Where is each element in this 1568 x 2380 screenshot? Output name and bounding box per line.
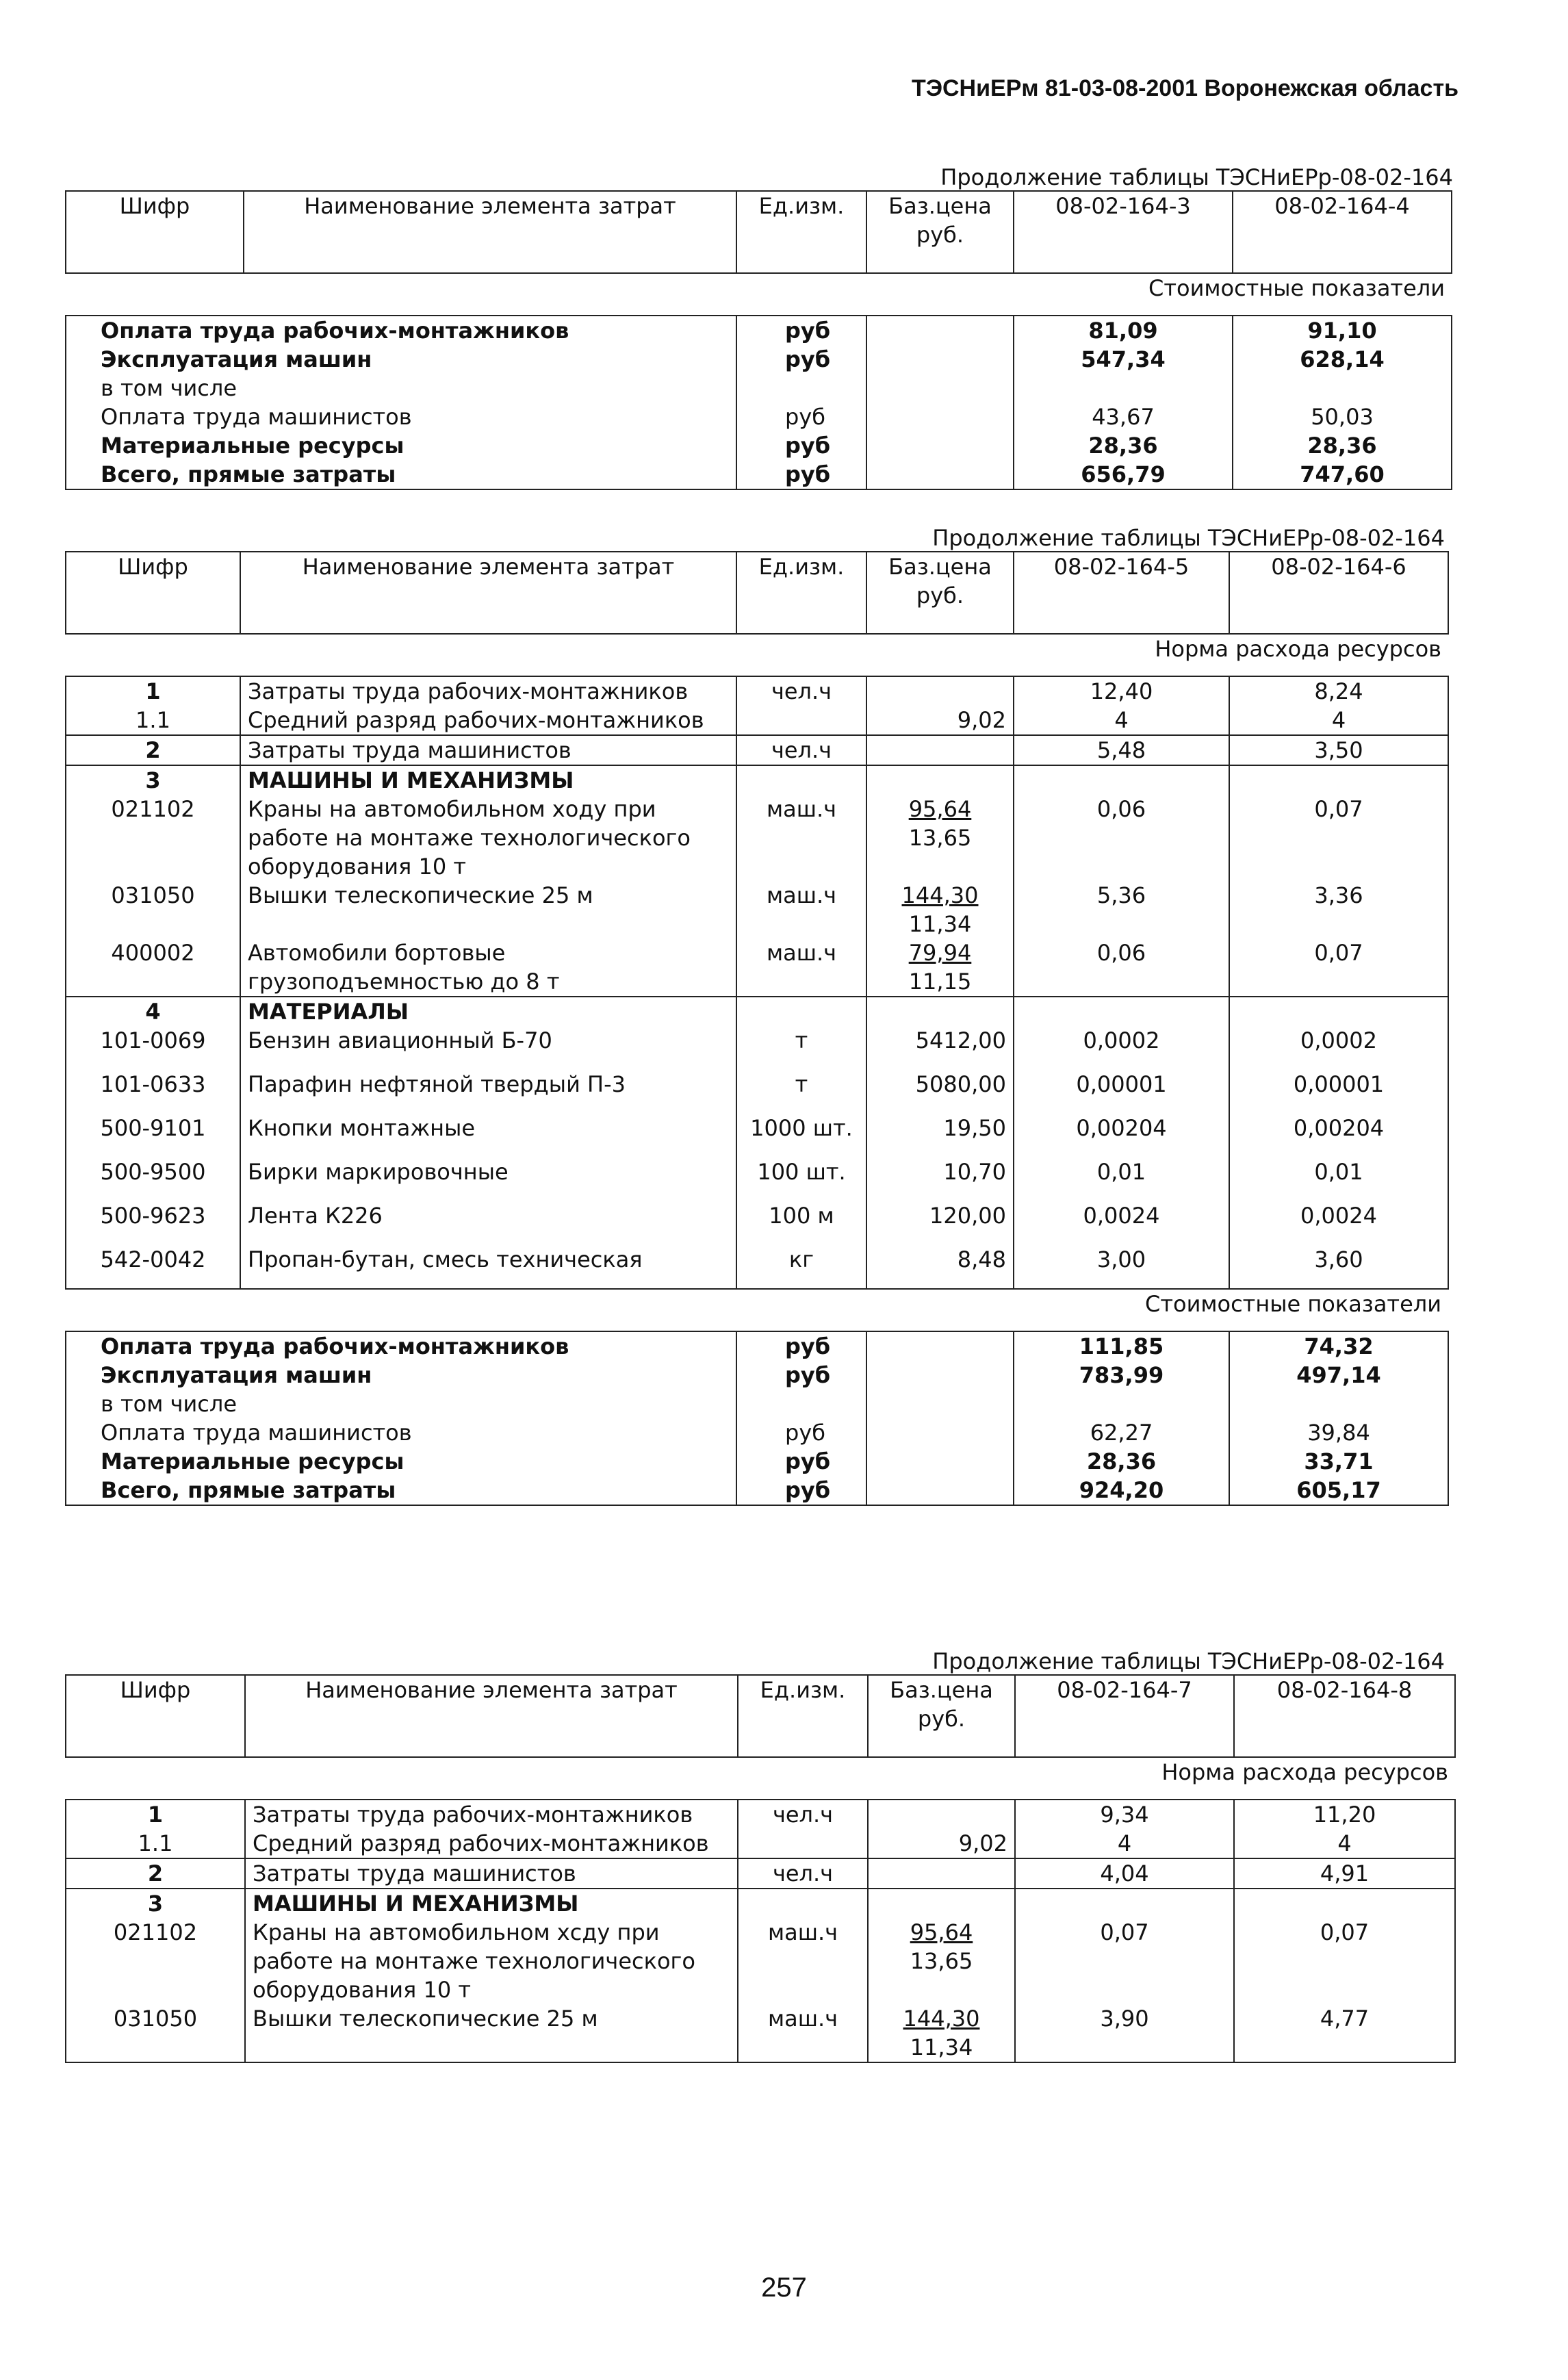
row-unit: маш.ч: [738, 2004, 868, 2062]
cost-row-a: 111,85: [1014, 1331, 1229, 1361]
cost-row-b: 605,17: [1229, 1476, 1448, 1505]
row-a: [1015, 1889, 1234, 1918]
row-a: 4: [1014, 706, 1229, 735]
row-price: 95,64 13,65: [868, 1918, 1015, 2004]
row-unit: чел.ч: [736, 676, 866, 706]
row-code: 1.1: [66, 706, 240, 735]
row-code: 500-9500: [66, 1157, 240, 1201]
cost-row-unit: руб: [736, 1476, 866, 1505]
cost-row-unit: руб: [736, 402, 866, 431]
row-code: 031050: [66, 2004, 245, 2062]
row-a: 3,90: [1015, 2004, 1234, 2062]
row-unit: [736, 997, 866, 1026]
row-price: [866, 997, 1014, 1026]
row-b: 0,00204: [1229, 1114, 1448, 1157]
row-unit: [738, 1889, 868, 1918]
row-code: 500-9101: [66, 1114, 240, 1157]
cost-row-price: [866, 1390, 1014, 1418]
row-name: МАТЕРИАЛЫ: [240, 997, 736, 1026]
row-a: [1014, 765, 1229, 795]
row-price: 9,02: [868, 1829, 1015, 1858]
row-code: 1: [66, 1800, 245, 1829]
row-b: [1229, 765, 1448, 795]
row-unit: маш.ч: [736, 795, 866, 881]
row-unit: 100 шт.: [736, 1157, 866, 1201]
row-a: 12,40: [1014, 676, 1229, 706]
row-price: 10,70: [866, 1157, 1014, 1201]
cost-row-label: Эксплуатация машин: [66, 1361, 736, 1390]
row-code: 3: [66, 1889, 245, 1918]
row-price: [866, 676, 1014, 706]
row-code: 101-0633: [66, 1070, 240, 1114]
row-unit: [736, 765, 866, 795]
row-price: 144,30 11,34: [868, 2004, 1015, 2062]
row-b: 0,07: [1234, 1918, 1455, 2004]
row-a: 0,01: [1014, 1157, 1229, 1201]
row-name: Затраты труда машинистов: [240, 735, 736, 765]
cost-row-unit: руб: [736, 1331, 866, 1361]
col-name-header: Наименование элемента затрат: [244, 191, 736, 273]
cost-row-price: [866, 1447, 1014, 1476]
cost-row-b: 747,60: [1233, 460, 1452, 489]
row-name: Средний разряд рабочих-монтажников: [240, 706, 736, 735]
row-name: Вышки телескопические 25 м: [240, 881, 736, 938]
cost-row-price: [866, 374, 1014, 402]
row-name: Кнопки монтажные: [240, 1114, 736, 1157]
cost-row-b: 74,32: [1229, 1331, 1448, 1361]
cost-row-a: [1014, 374, 1233, 402]
cost-row-unit: [736, 374, 866, 402]
row-unit: маш.ч: [736, 938, 866, 997]
table3-continuation: Продолжение таблицы ТЭСНиЕРр-08-02-164: [932, 1648, 1445, 1674]
cost-row-label: Оплата труда рабочих-монтажников: [66, 1331, 736, 1361]
col-code-header: Шифр: [66, 191, 244, 273]
row-a: [1014, 997, 1229, 1026]
row-code: 101-0069: [66, 1026, 240, 1070]
row-code: 2: [66, 735, 240, 765]
row-unit: кг: [736, 1245, 866, 1289]
row-code: 1: [66, 676, 240, 706]
row-code: 2: [66, 1858, 245, 1889]
row-price: 9,02: [866, 706, 1014, 735]
row-name: Затраты труда рабочих-монтажников: [245, 1800, 738, 1829]
row-name: МАШИНЫ И МЕХАНИЗМЫ: [240, 765, 736, 795]
row-a: 0,00204: [1014, 1114, 1229, 1157]
cost-row-label: в том числе: [66, 1390, 736, 1418]
row-b: 0,0002: [1229, 1026, 1448, 1070]
section-cost-title: Стоимостные показатели: [66, 273, 1452, 316]
col-a-header: 08-02-164-5: [1014, 552, 1229, 634]
cost-row-price: [866, 460, 1014, 489]
row-a: 0,0002: [1014, 1026, 1229, 1070]
cost-row-price: [866, 316, 1014, 345]
cost-row-price: [866, 402, 1014, 431]
row-b: 0,07: [1229, 938, 1448, 997]
row-unit: 1000 шт.: [736, 1114, 866, 1157]
row-a: 0,06: [1014, 795, 1229, 881]
row-a: 5,36: [1014, 881, 1229, 938]
col-name-header: Наименование элемента затрат: [245, 1675, 738, 1757]
cost-row-a: 43,67: [1014, 402, 1233, 431]
col-unit-header: Ед.изм.: [736, 191, 866, 273]
col-b-header: 08-02-164-4: [1233, 191, 1452, 273]
section-cost-title: Стоимостные показатели: [66, 1289, 1448, 1331]
row-code: 542-0042: [66, 1245, 240, 1289]
row-a: 4,04: [1015, 1858, 1234, 1889]
row-price: [868, 1800, 1015, 1829]
cost-row-price: [866, 1418, 1014, 1447]
cost-row-unit: руб: [736, 1418, 866, 1447]
page-number: 257: [761, 2273, 807, 2303]
row-b: 3,60: [1229, 1245, 1448, 1289]
cost-row-b: 28,36: [1233, 431, 1452, 460]
col-b-header: 08-02-164-8: [1234, 1675, 1455, 1757]
row-b: 0,00001: [1229, 1070, 1448, 1114]
section-norm-title: Норма расхода ресурсов: [66, 1757, 1455, 1800]
row-b: [1229, 997, 1448, 1026]
cost-row-label: в том числе: [66, 374, 736, 402]
row-price: 79,94 11,15: [866, 938, 1014, 997]
cost-row-price: [866, 431, 1014, 460]
row-name: Краны на автомобильном ходу при работе на монтаже технологического оборудования 10 т: [240, 795, 736, 881]
cost-row-unit: [736, 1390, 866, 1418]
row-b: 4: [1229, 706, 1448, 735]
col-unit-header: Ед.изм.: [738, 1675, 868, 1757]
cost-row-unit: руб: [736, 316, 866, 345]
row-price: 144,30 11,34: [866, 881, 1014, 938]
cost-row-b: 39,84: [1229, 1418, 1448, 1447]
row-unit: маш.ч: [736, 881, 866, 938]
row-code: 021102: [66, 1918, 245, 2004]
cost-row-label: Материальные ресурсы: [66, 1447, 736, 1476]
row-unit: [736, 706, 866, 735]
cost-row-b: [1229, 1390, 1448, 1418]
cost-row-price: [866, 345, 1014, 374]
row-price: 120,00: [866, 1201, 1014, 1245]
row-name: Лента К226: [240, 1201, 736, 1245]
row-price: 95,64 13,65: [866, 795, 1014, 881]
row-a: 4: [1015, 1829, 1234, 1858]
cost-row-unit: руб: [736, 1447, 866, 1476]
col-price-header: Баз.цена руб.: [866, 552, 1014, 634]
row-price: [866, 765, 1014, 795]
row-name: Парафин нефтяной твердый П-3: [240, 1070, 736, 1114]
col-a-header: 08-02-164-3: [1014, 191, 1233, 273]
row-name: Затраты труда рабочих-монтажников: [240, 676, 736, 706]
cost-row-b: 628,14: [1233, 345, 1452, 374]
row-a: 0,0024: [1014, 1201, 1229, 1245]
row-name: Вышки телескопические 25 м: [245, 2004, 738, 2062]
row-price: 8,48: [866, 1245, 1014, 1289]
row-unit: чел.ч: [736, 735, 866, 765]
row-name: Бензин авиационный Б-70: [240, 1026, 736, 1070]
row-a: 0,07: [1015, 1918, 1234, 2004]
col-unit-header: Ед.изм.: [736, 552, 866, 634]
cost-row-label: Оплата труда рабочих-монтажников: [66, 316, 736, 345]
row-name: Автомобили бортовые грузоподъемностью до 8 т: [240, 938, 736, 997]
cost-row-b: [1233, 374, 1452, 402]
cost-row-price: [866, 1361, 1014, 1390]
row-a: 9,34: [1015, 1800, 1234, 1829]
cost-row-unit: руб: [736, 431, 866, 460]
row-b: 8,24: [1229, 676, 1448, 706]
cost-row-label: Оплата труда машинистов: [66, 1418, 736, 1447]
cost-row-unit: руб: [736, 345, 866, 374]
row-code: 4: [66, 997, 240, 1026]
row-unit: т: [736, 1026, 866, 1070]
cost-row-label: Материальные ресурсы: [66, 431, 736, 460]
table3: [65, 1674, 1456, 2063]
table2-continuation: Продолжение таблицы ТЭСНиЕРр-08-02-164: [932, 525, 1445, 551]
cost-row-b: 497,14: [1229, 1361, 1448, 1390]
row-code: 3: [66, 765, 240, 795]
page-header: ТЭСНиЕРм 81-03-08-2001 Воронежская область: [912, 75, 1458, 101]
row-unit: 100 м: [736, 1201, 866, 1245]
col-a-header: 08-02-164-7: [1015, 1675, 1234, 1757]
cost-row-a: 924,20: [1014, 1476, 1229, 1505]
row-a: 0,00001: [1014, 1070, 1229, 1114]
row-a: 0,06: [1014, 938, 1229, 997]
cost-row-price: [866, 1476, 1014, 1505]
row-b: 0,07: [1229, 795, 1448, 881]
row-a: 3,00: [1014, 1245, 1229, 1289]
row-b: 3,36: [1229, 881, 1448, 938]
row-b: 4,77: [1234, 2004, 1455, 2062]
cost-row-label: Эксплуатация машин: [66, 345, 736, 374]
col-name-header: Наименование элемента затрат: [240, 552, 736, 634]
row-unit: чел.ч: [738, 1858, 868, 1889]
cost-row-a: 783,99: [1014, 1361, 1229, 1390]
row-code: 400002: [66, 938, 240, 997]
row-code: 1.1: [66, 1829, 245, 1858]
row-b: 11,20: [1234, 1800, 1455, 1829]
row-code: 500-9623: [66, 1201, 240, 1245]
col-code-header: Шифр: [66, 1675, 245, 1757]
row-price: 5412,00: [866, 1026, 1014, 1070]
table2: [65, 551, 1449, 1506]
row-b: 0,0024: [1229, 1201, 1448, 1245]
row-unit: чел.ч: [738, 1800, 868, 1829]
row-name: Средний разряд рабочих-монтажников: [245, 1829, 738, 1858]
table1-continuation: Продолжение таблицы ТЭСНиЕРр-08-02-164: [940, 164, 1453, 190]
cost-row-b: 91,10: [1233, 316, 1452, 345]
row-name: МАШИНЫ И МЕХАНИЗМЫ: [245, 1889, 738, 1918]
row-unit: т: [736, 1070, 866, 1114]
cost-row-a: [1014, 1390, 1229, 1418]
cost-row-label: Оплата труда машинистов: [66, 402, 736, 431]
cost-row-a: 28,36: [1014, 1447, 1229, 1476]
row-price: 5080,00: [866, 1070, 1014, 1114]
cost-row-price: [866, 1331, 1014, 1361]
cost-row-b: 33,71: [1229, 1447, 1448, 1476]
row-code: 031050: [66, 881, 240, 938]
col-price-header: Баз.цена руб.: [866, 191, 1014, 273]
row-price: 19,50: [866, 1114, 1014, 1157]
row-b: 0,01: [1229, 1157, 1448, 1201]
col-code-header: Шифр: [66, 552, 240, 634]
cost-row-b: 50,03: [1233, 402, 1452, 431]
cost-row-a: 28,36: [1014, 431, 1233, 460]
row-price: [868, 1889, 1015, 1918]
row-name: Бирки маркировочные: [240, 1157, 736, 1201]
cost-row-label: Всего, прямые затраты: [66, 1476, 736, 1505]
row-b: 4,91: [1234, 1858, 1455, 1889]
row-a: 5,48: [1014, 735, 1229, 765]
row-b: 3,50: [1229, 735, 1448, 765]
cost-row-unit: руб: [736, 460, 866, 489]
row-name: Краны на автомобильном хсду при работе на монтаже технологического оборудования 10 т: [245, 1918, 738, 2004]
row-code: 021102: [66, 795, 240, 881]
row-b: 4: [1234, 1829, 1455, 1858]
row-price: [868, 1858, 1015, 1889]
row-name: Пропан-бутан, смесь техническая: [240, 1245, 736, 1289]
row-unit: [738, 1829, 868, 1858]
section-norm-title: Норма расхода ресурсов: [66, 634, 1448, 676]
row-name: Затраты труда машинистов: [245, 1858, 738, 1889]
cost-row-label: Всего, прямые затраты: [66, 460, 736, 489]
cost-row-unit: руб: [736, 1361, 866, 1390]
col-b-header: 08-02-164-6: [1229, 552, 1448, 634]
row-unit: маш.ч: [738, 1918, 868, 2004]
cost-row-a: 547,34: [1014, 345, 1233, 374]
cost-row-a: 81,09: [1014, 316, 1233, 345]
col-price-header: Баз.цена руб.: [868, 1675, 1015, 1757]
cost-row-a: 656,79: [1014, 460, 1233, 489]
row-price: [866, 735, 1014, 765]
cost-row-a: 62,27: [1014, 1418, 1229, 1447]
table1: [65, 190, 1452, 490]
row-b: [1234, 1889, 1455, 1918]
